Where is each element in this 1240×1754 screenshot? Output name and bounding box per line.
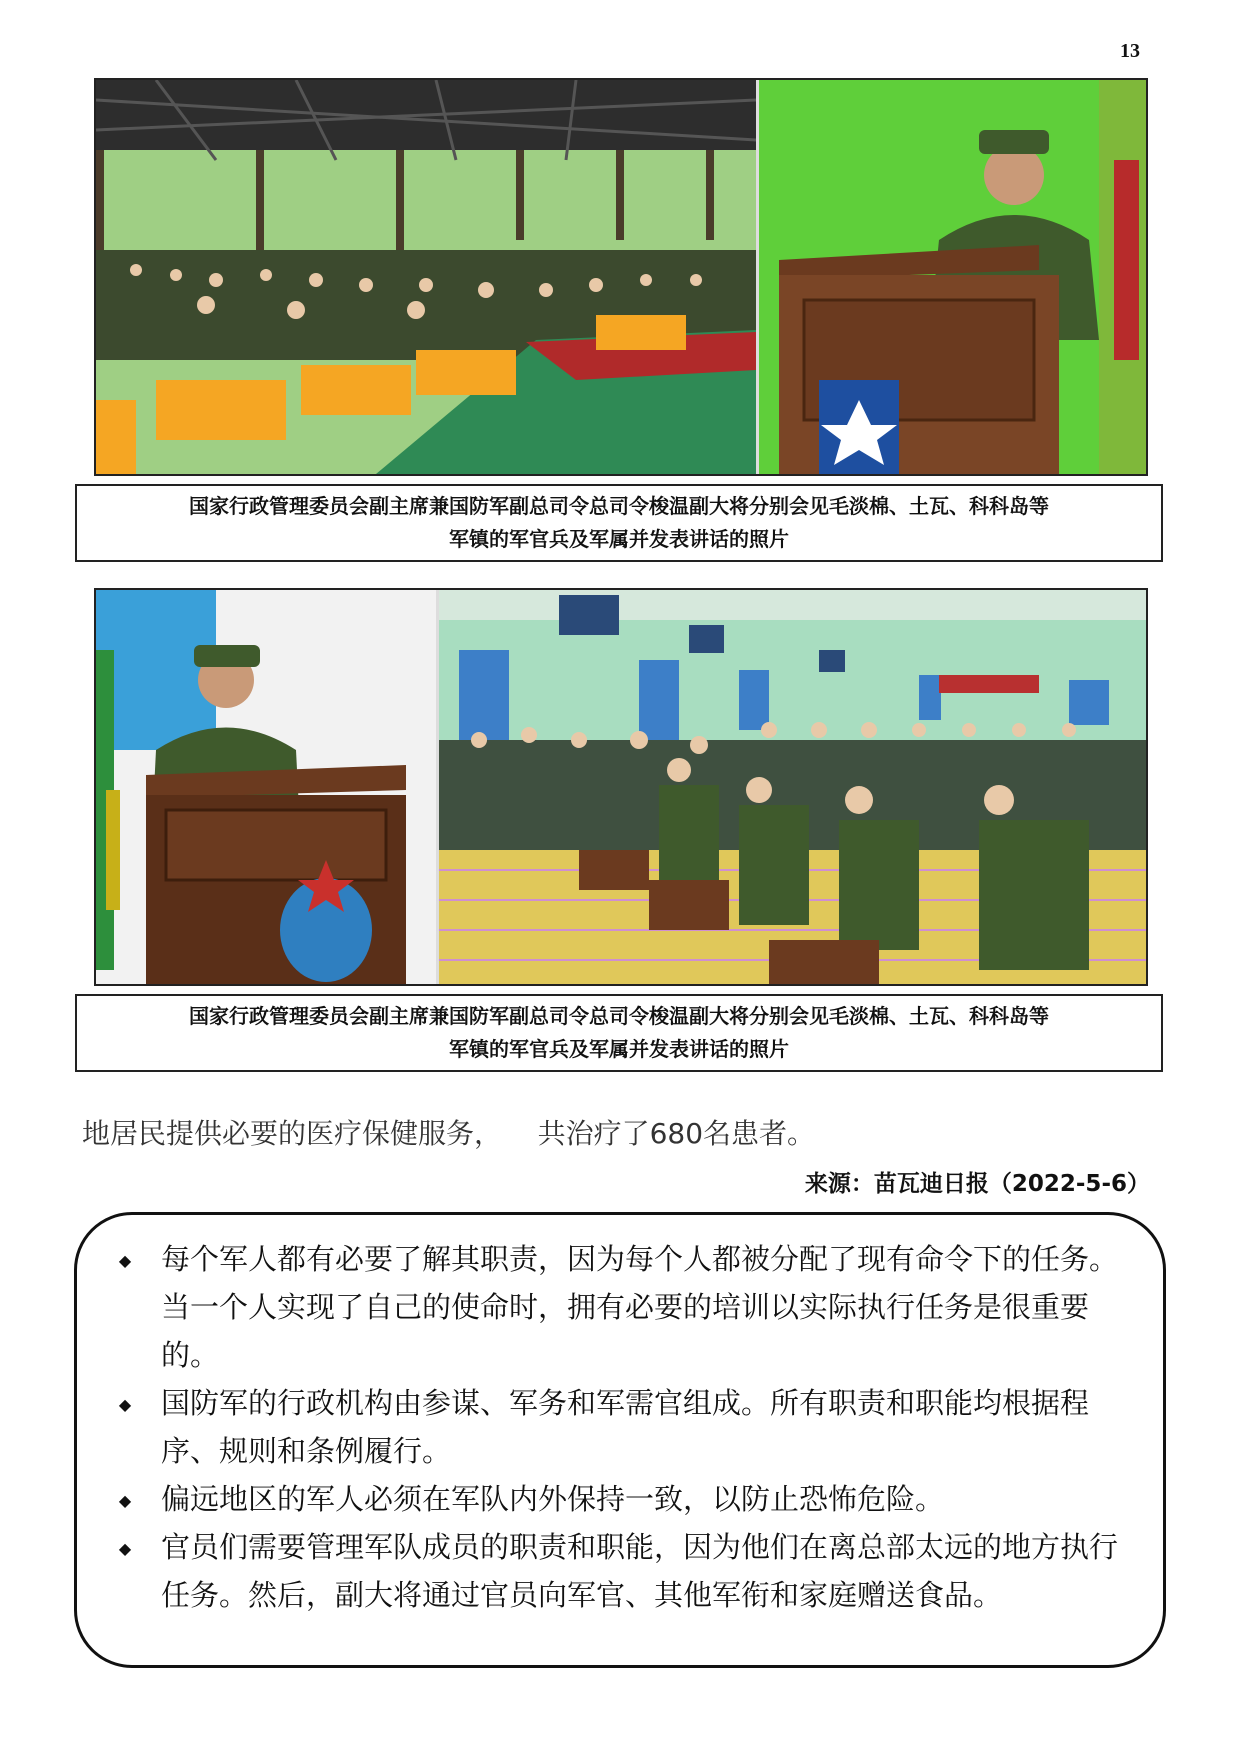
bullet-text: 官员们需要管理军队成员的职责和职能，因为他们在离总部太远的地方执行任务。然后，副大将通过官员向军官、其他军衔和家庭赠送食品。 [161, 1530, 1119, 1612]
bullet-text: 国防军的行政机构由参谋、军务和军需官组成。所有职责和职能均根据程序、规则和条例履行。 [161, 1386, 1090, 1468]
first-photo-caption [75, 484, 1163, 562]
source-line: 来源：苗瓦迪日报（2022-5-6） [804, 1171, 1150, 1197]
general-podium-photo [759, 80, 1146, 474]
diamond-bullet-icon: ◆ [118, 1251, 132, 1270]
caption-line: 国家行政管理委员会副主席兼国防军副总司令总司令梭温副大将分别会见毛淡棉、土瓦、科科岛等 [189, 1004, 1049, 1028]
caption-line: 军镇的军官兵及军属并发表讲话的照片 [449, 1037, 789, 1061]
key-points-box [74, 1212, 1166, 1668]
caption-line: 国家行政管理委员会副主席兼国防军副总司令总司令梭温副大将分别会见毛淡棉、土瓦、科科岛等 [189, 494, 1049, 518]
top-photo-row [94, 78, 1148, 476]
bullet-item [105, 1379, 1127, 1475]
diamond-bullet-icon: ◆ [118, 1491, 132, 1510]
bullet-text: 每个军人都有必要了解其职责，因为每个人都被分配了现有命令下的任务。当一个人实现了自己的使命时，拥有必要的培训以实际执行任务是很重要的。 [161, 1242, 1119, 1372]
auditorium-photo [96, 80, 756, 474]
bullet-item [105, 1523, 1127, 1619]
page-number: 13 [1120, 40, 1140, 62]
diamond-bullet-icon: ◆ [118, 1539, 132, 1558]
caption-line: 军镇的军官兵及军属并发表讲话的照片 [449, 527, 789, 551]
diamond-bullet-icon: ◆ [118, 1395, 132, 1414]
bullet-item [105, 1235, 1127, 1379]
bullet-text: 偏远地区的军人必须在军队内外保持一致，以防止恐怖危险。 [161, 1482, 945, 1516]
second-photo-caption [75, 994, 1163, 1072]
bottom-photo-row [94, 588, 1148, 986]
body-paragraph: 地居民提供必要的医疗保健服务， 共治疗了680名患者。 [82, 1117, 816, 1150]
bullet-item [105, 1475, 1127, 1523]
seated-officers-photo [439, 590, 1146, 984]
general-podium-photo-2 [96, 590, 436, 984]
